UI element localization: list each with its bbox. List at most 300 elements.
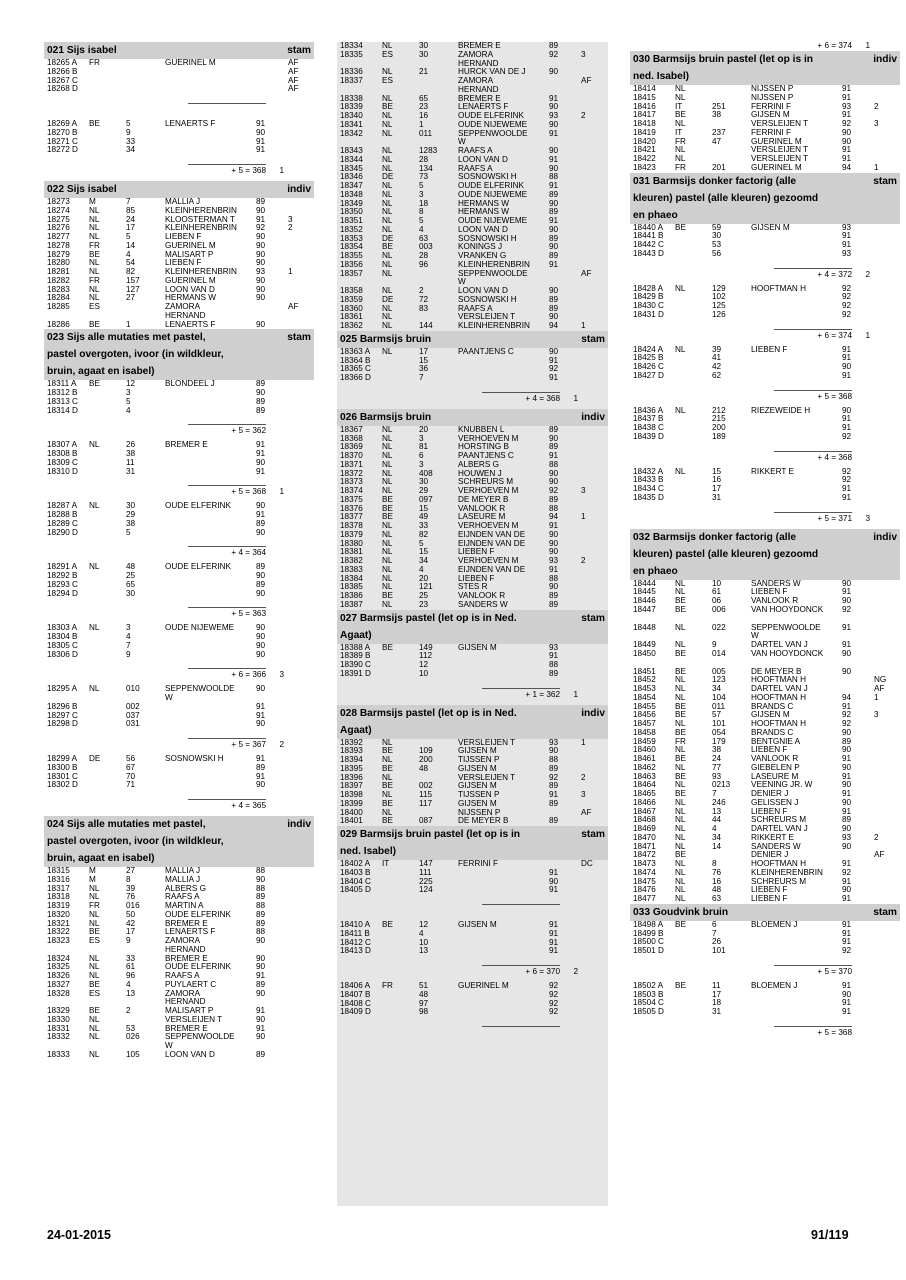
ring-number: 18449 — [633, 641, 656, 649]
exhibitor-name: HORSTING B — [458, 443, 509, 452]
rank: 34 — [712, 833, 722, 842]
rank: 24 — [126, 215, 136, 224]
country: BE — [382, 643, 393, 652]
exhibitor-name — [458, 1000, 549, 1009]
exhibitor-name — [165, 703, 256, 712]
remark: AF — [288, 59, 299, 67]
remark — [581, 217, 607, 226]
entry-row — [44, 981, 314, 990]
rank — [712, 146, 751, 155]
country: NL — [89, 1050, 100, 1059]
remark — [288, 755, 314, 764]
total-rule — [188, 424, 266, 425]
points: 90 — [842, 728, 852, 737]
exhibitor-name: LOON VAN D — [458, 225, 508, 234]
points: 90 — [256, 250, 266, 259]
total-flag: 1 — [865, 330, 870, 340]
rank: 30 — [712, 232, 722, 241]
points: 92 — [842, 432, 852, 441]
exhibitor-name — [751, 476, 842, 485]
points: 91 — [549, 938, 559, 947]
points: 89 — [256, 406, 266, 415]
entry-row — [630, 138, 900, 147]
entry-row — [337, 809, 608, 818]
remark: 1 — [581, 738, 586, 747]
remark — [288, 407, 314, 416]
entry-row — [630, 111, 900, 120]
entry-row — [630, 746, 900, 755]
points: 89 — [549, 600, 559, 609]
remark — [288, 720, 314, 729]
ring-number: 18501 D — [633, 947, 664, 955]
ring-number: 18437 B — [633, 415, 664, 424]
rank: 42 — [712, 363, 722, 371]
entry-row — [630, 799, 900, 808]
entry-row — [44, 1007, 314, 1016]
ring-number: 18502 A — [633, 981, 664, 990]
points: 91 — [842, 623, 852, 632]
points: 90 — [842, 781, 852, 790]
points: 92 — [842, 310, 852, 319]
exhibitor-name — [751, 1008, 842, 1017]
entry-row — [337, 878, 608, 887]
points: 91 — [842, 588, 852, 597]
rank: 34 — [712, 685, 722, 693]
exhibitor-name: DARTEL VAN J — [751, 641, 808, 649]
entry-row — [630, 895, 900, 904]
rank: 67 — [126, 763, 136, 772]
exhibitor-name: FERRINI F — [751, 102, 792, 111]
remark — [874, 146, 900, 155]
country: NL — [382, 548, 393, 557]
points: 90 — [549, 68, 559, 77]
exhibitor-name: KNUBBEN L — [458, 425, 505, 434]
remark — [874, 85, 900, 94]
exhibitor-name — [751, 424, 842, 433]
entry-row — [337, 939, 608, 948]
entry-row — [44, 520, 314, 529]
ring-number: 18373 — [340, 478, 363, 487]
total-rule — [188, 668, 266, 669]
rank: 104 — [712, 693, 726, 702]
country: NL — [382, 120, 393, 129]
country — [675, 485, 712, 494]
class-title: 029 Barmsijs bruin pastel (let op is in ned. Isabel) — [340, 829, 521, 857]
exhibitor-name: BREMER E — [165, 441, 208, 450]
entry-row — [337, 435, 608, 444]
points: 91 — [549, 217, 559, 225]
country: ES — [89, 303, 100, 311]
remark — [874, 363, 900, 372]
total-value: + 6 = 374 — [817, 41, 852, 50]
entry-row — [630, 346, 900, 355]
rank: 102 — [712, 293, 726, 302]
country: NL — [382, 147, 393, 155]
exhibitor-name: OUDE ELFERINK — [165, 563, 231, 572]
rank: 72 — [419, 295, 429, 304]
points: 91 — [842, 929, 852, 938]
ring-number: 18438 C — [633, 424, 664, 432]
rank: 38 — [126, 519, 136, 528]
total-rule — [774, 965, 852, 966]
country: BE — [89, 1007, 100, 1015]
ring-number: 18269 A — [47, 120, 78, 128]
rank: 251 — [712, 102, 726, 111]
rank: 96 — [126, 972, 136, 980]
country — [675, 991, 712, 1000]
country: BE — [89, 120, 100, 128]
ring-number: 18382 — [340, 557, 363, 565]
ring-number: 18325 — [47, 963, 70, 972]
exhibitor-name: MALISART P — [165, 1007, 214, 1015]
country: BE — [382, 513, 393, 522]
entry-row — [630, 860, 900, 869]
entry-row — [44, 563, 314, 572]
rank: 1283 — [419, 147, 438, 155]
ring-number: 18470 — [633, 833, 656, 842]
entry-row — [337, 208, 608, 217]
remark — [288, 259, 314, 268]
exhibitor-name — [165, 720, 256, 729]
rank: 5 — [419, 539, 424, 548]
exhibitor-name — [165, 407, 256, 416]
rank: 12 — [126, 380, 136, 389]
ring-number: 18292 B — [47, 572, 78, 580]
remark — [874, 886, 900, 895]
entry-row — [44, 937, 314, 955]
remark — [581, 130, 607, 148]
entry-row — [337, 86, 608, 95]
rank: 28 — [419, 155, 429, 164]
class-type-label: indiv — [873, 54, 897, 65]
exhibitor-name — [458, 930, 549, 939]
rank: 30 — [419, 478, 429, 487]
remark — [874, 372, 900, 381]
exhibitor-name: GUERINEL M — [751, 163, 802, 172]
points: 90 — [256, 1033, 266, 1042]
points: 90 — [256, 320, 266, 329]
total-value: + 5 = 368 — [817, 1027, 852, 1037]
rank: 31 — [126, 467, 136, 476]
rank: 17 — [712, 485, 722, 493]
rank: 003 — [419, 243, 433, 252]
points: 91 — [549, 565, 559, 574]
exhibitor-name: OUDE ELFERINK — [165, 910, 231, 919]
ring-number: 18311 A — [47, 380, 77, 389]
ring-number: 18450 — [633, 649, 656, 658]
entry-row — [630, 703, 900, 712]
exhibitor-name — [165, 85, 256, 94]
entry-row — [630, 816, 900, 825]
ring-number: 18298 D — [47, 720, 78, 729]
ring-number: 18317 — [47, 884, 70, 893]
points: 94 — [549, 322, 559, 330]
ring-number: 18350 — [340, 208, 363, 217]
points: 90 — [256, 294, 266, 303]
entry-row — [337, 452, 608, 461]
country: BE — [675, 851, 686, 860]
remark — [874, 241, 900, 250]
total-rule — [188, 546, 266, 547]
country: NL — [675, 693, 686, 702]
ring-number: 18421 — [633, 146, 656, 155]
remark — [874, 311, 900, 320]
rank: 212 — [712, 406, 726, 415]
ring-number: 18429 B — [633, 293, 664, 302]
country — [382, 86, 419, 95]
country: BE — [382, 504, 393, 513]
exhibitor-name: BREMER E — [458, 94, 501, 103]
ring-number: 18435 D — [633, 493, 664, 502]
rank: 117 — [419, 799, 433, 808]
entry-row — [630, 415, 900, 424]
ring-number: 18341 — [340, 120, 363, 129]
entry-row — [337, 652, 608, 661]
remark — [874, 588, 900, 597]
entry-row — [337, 68, 608, 86]
exhibitor-name — [165, 764, 256, 773]
total-rule — [188, 164, 266, 165]
exhibitor-name: BRANDS C — [751, 702, 794, 711]
points: 91 — [549, 929, 559, 938]
ring-number: 18330 — [47, 1015, 70, 1024]
rank: 10 — [712, 579, 722, 588]
remark — [288, 773, 314, 782]
points: 90 — [256, 502, 266, 511]
exhibitor-name: RAAFS A — [458, 304, 493, 313]
remark — [874, 224, 900, 233]
country — [89, 520, 126, 529]
country: NL — [675, 406, 686, 415]
entry-row — [337, 548, 608, 557]
total-rule — [188, 607, 266, 608]
entry-row — [630, 372, 900, 381]
exhibitor-name — [751, 372, 842, 381]
points: 92 — [842, 605, 852, 614]
country: BE — [675, 702, 686, 711]
entry-row — [630, 433, 900, 442]
entry-row — [44, 928, 314, 937]
ring-number: 18355 — [340, 252, 363, 260]
points: 91 — [549, 452, 559, 460]
points: 93 — [842, 102, 852, 111]
ring-number: 18304 B — [47, 633, 78, 641]
remark — [581, 261, 607, 270]
points: 92 — [549, 365, 559, 374]
class-section-header — [44, 181, 314, 198]
remark — [874, 816, 900, 825]
country: NL — [382, 478, 393, 487]
remark — [874, 468, 900, 477]
entry-row — [630, 407, 900, 416]
country: NL — [675, 842, 686, 851]
remark — [288, 893, 314, 902]
points: 90 — [256, 989, 266, 998]
remark — [581, 182, 607, 191]
ring-number: 18323 — [47, 937, 70, 945]
country: M — [89, 875, 96, 884]
rank: 38 — [126, 450, 136, 458]
ring-number: 18333 — [47, 1050, 70, 1059]
ring-number: 18453 — [633, 685, 656, 693]
entry-row — [44, 251, 314, 260]
rank: 56 — [126, 755, 136, 763]
ring-number: 18387 — [340, 600, 363, 609]
entry-row — [44, 380, 314, 389]
entry-row — [44, 85, 314, 94]
points: 92 — [549, 1008, 559, 1017]
ring-number: 18469 — [633, 825, 656, 833]
ring-number: 18377 — [340, 513, 363, 522]
exhibitor-name: VAN HOOYDONCK — [751, 605, 824, 614]
points: 90 — [549, 164, 559, 173]
rank: 10 — [419, 669, 429, 678]
entry-row — [337, 348, 608, 357]
entry-row — [630, 947, 900, 956]
exhibitor-name: EIJNDEN VAN DE — [458, 539, 526, 548]
rank: 81 — [419, 443, 429, 452]
country — [675, 1008, 712, 1017]
remark — [874, 354, 900, 363]
exhibitor-name: EIJNDEN VAN DE — [458, 530, 526, 539]
ring-number: 18428 A — [633, 284, 664, 293]
remark — [874, 597, 900, 606]
ring-number: 18420 — [633, 137, 656, 146]
country: NL — [382, 252, 393, 260]
rank: 29 — [126, 511, 136, 519]
entry-row — [44, 972, 314, 981]
exhibitor-name: DARTEL VAN J — [751, 825, 808, 833]
points: 92 — [842, 476, 852, 485]
group-total — [337, 895, 608, 921]
country — [89, 703, 126, 712]
rank: 98 — [419, 1008, 429, 1017]
rank: 23 — [419, 103, 429, 112]
country — [382, 930, 419, 939]
ring-number: 18339 — [340, 103, 363, 112]
rank: 70 — [126, 772, 136, 781]
rank: 179 — [712, 737, 726, 746]
remark — [581, 765, 607, 774]
country: NL — [382, 565, 393, 574]
class-title: 025 Barmsijs bruin — [340, 333, 432, 345]
remark: 1 — [874, 163, 879, 172]
country: NL — [89, 502, 100, 511]
exhibitor-name: KLEINHERENBRIN — [458, 322, 530, 330]
remark: AF — [288, 67, 299, 76]
remark: 3 — [288, 215, 293, 224]
entry-row — [337, 217, 608, 226]
remark — [874, 755, 900, 764]
entry-row — [44, 990, 314, 1008]
country — [89, 389, 126, 398]
exhibitor-name: BLONDEEL J — [165, 380, 215, 389]
country — [675, 947, 712, 956]
country — [675, 999, 712, 1008]
rank: 4 — [126, 633, 131, 641]
group-total — [44, 790, 314, 816]
points: 91 — [842, 493, 852, 502]
rank: 42 — [126, 919, 136, 928]
group-total — [630, 381, 900, 407]
points: 89 — [549, 764, 559, 773]
rank: 087 — [419, 817, 433, 826]
remark — [288, 955, 314, 964]
entry-row — [630, 363, 900, 372]
total-rule — [774, 390, 852, 391]
entry-row — [44, 590, 314, 599]
country — [675, 476, 712, 485]
points: 91 — [549, 947, 559, 956]
ring-number: 18417 — [633, 111, 656, 120]
points: 89 — [549, 669, 559, 678]
country: NL — [89, 206, 100, 215]
rank: 11 — [126, 458, 135, 467]
remark — [874, 860, 900, 869]
entry-row — [44, 1025, 314, 1034]
remark: AF — [288, 85, 299, 94]
entry-row — [337, 601, 608, 610]
country: BE — [89, 380, 100, 389]
points — [549, 86, 581, 95]
ring-number: 18364 B — [340, 356, 371, 365]
exhibitor-name: SEPPENWOOLDE W — [165, 1033, 235, 1050]
country: BE — [382, 799, 393, 808]
entry-row — [337, 296, 608, 305]
exhibitor-name — [165, 590, 256, 599]
ring-number: 18445 — [633, 588, 656, 597]
country: NL — [675, 93, 686, 102]
total-flag: 1 — [573, 393, 578, 403]
rank: 26 — [126, 441, 136, 450]
entry-row — [630, 241, 900, 250]
ring-number: 18433 B — [633, 476, 664, 485]
total-value: + 6 = 366 — [231, 670, 266, 680]
ring-number: 18286 — [47, 320, 70, 329]
country — [382, 1000, 419, 1009]
entry-row — [44, 268, 314, 277]
remark — [874, 746, 900, 755]
points: 91 — [549, 886, 559, 895]
class-title: 026 Barmsijs bruin — [340, 411, 432, 423]
entry-row — [337, 670, 608, 679]
country: BE — [382, 764, 393, 773]
spacer — [630, 615, 900, 624]
ring-number: 18276 — [47, 224, 70, 233]
country: NL — [675, 579, 686, 588]
ring-number: 18275 — [47, 215, 70, 224]
remark — [874, 485, 900, 494]
entry-row — [337, 739, 608, 748]
ring-number: 18431 D — [633, 310, 664, 319]
entry-row — [630, 886, 900, 895]
exhibitor-name: SOSNOWSKI H — [458, 234, 517, 243]
remark — [874, 138, 900, 147]
country: NL — [382, 269, 393, 278]
exhibitor-name: RIKKERT E — [751, 833, 794, 842]
country — [89, 138, 126, 147]
exhibitor-name: LENAERTS F — [165, 320, 216, 329]
exhibitor-name: OUDE NIJEWEME — [458, 217, 528, 225]
points: 90 — [256, 241, 266, 250]
country: NL — [382, 190, 393, 199]
ring-number: 18320 — [47, 910, 70, 919]
country: BE — [675, 649, 686, 658]
rank: 06 — [712, 597, 722, 605]
remark — [581, 95, 607, 104]
country: M — [89, 867, 96, 875]
country: NL — [382, 773, 393, 782]
